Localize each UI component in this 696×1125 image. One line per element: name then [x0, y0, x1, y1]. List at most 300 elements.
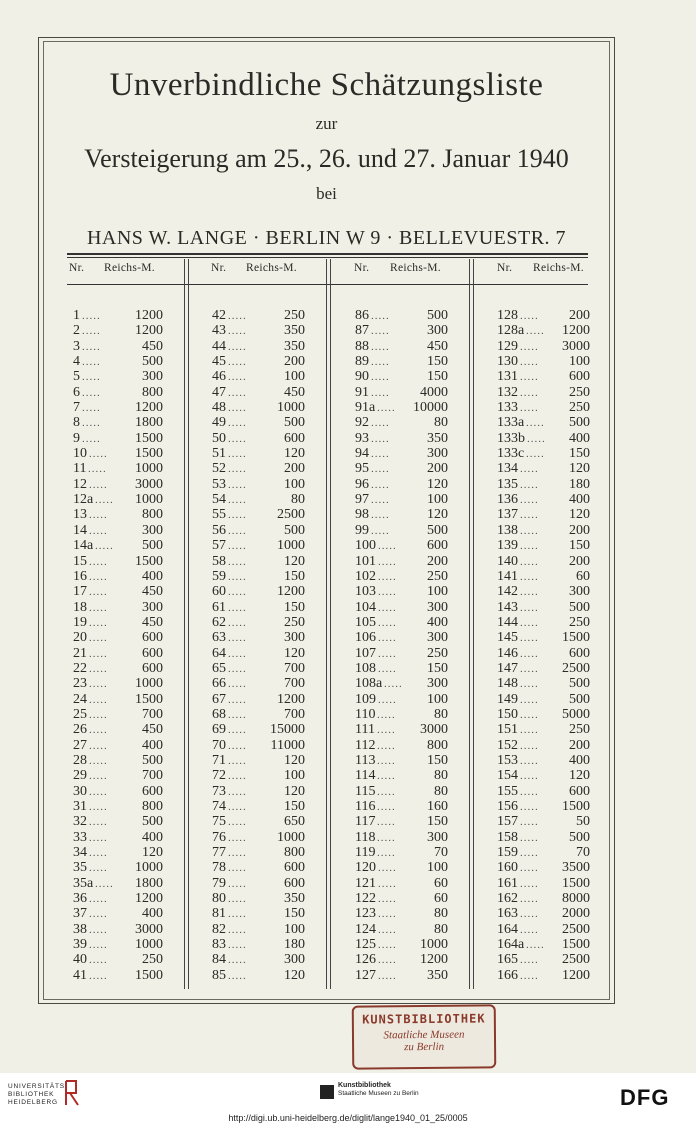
- leader-dots: .....: [520, 754, 539, 767]
- estimate-value: 4000: [420, 384, 448, 400]
- estimate-value: 600: [142, 660, 163, 676]
- estimate-value: 700: [284, 676, 305, 692]
- estimate-value: 700: [142, 706, 163, 722]
- table-row: [212, 461, 305, 476]
- estimate-value: 200: [427, 553, 448, 569]
- table-row: [497, 937, 590, 952]
- lot-number: 25: [73, 706, 87, 722]
- leader-dots: .....: [378, 601, 397, 614]
- table-row: [73, 323, 163, 338]
- lot-number: 49: [212, 415, 226, 431]
- table-row: [212, 415, 305, 430]
- lot-number: 125: [355, 937, 376, 953]
- estimate-value: 70: [434, 845, 448, 861]
- table-row: [355, 538, 448, 553]
- leader-dots: .....: [520, 310, 539, 322]
- lot-number: 3: [73, 338, 80, 354]
- estimate-value: 350: [427, 430, 448, 446]
- lot-number: 156: [497, 799, 518, 814]
- leader-dots: .....: [89, 816, 108, 829]
- lot-number: 27: [73, 737, 87, 753]
- leader-dots: .....: [520, 847, 539, 860]
- table-row: [497, 891, 590, 906]
- leader-dots: .....: [527, 432, 546, 445]
- lot-number: 154: [497, 768, 518, 784]
- leader-dots: .....: [89, 616, 108, 629]
- lot-number: 73: [212, 783, 226, 799]
- leader-dots: .....: [520, 862, 539, 875]
- lot-number: 99: [355, 522, 369, 538]
- estimate-value: 300: [142, 522, 163, 538]
- leader-dots: .....: [371, 432, 390, 445]
- lot-number: 22: [73, 660, 87, 676]
- header-nr: Nr.: [497, 262, 513, 274]
- estimate-value: 1200: [135, 323, 163, 339]
- leader-dots: .....: [228, 739, 247, 752]
- lot-number: 63: [212, 630, 226, 646]
- estimate-value: 3000: [420, 722, 448, 738]
- table-row: [73, 630, 163, 645]
- estimate-value: 500: [569, 676, 590, 692]
- table-row: [355, 369, 448, 384]
- lot-number: 108a: [355, 676, 383, 692]
- leader-dots: .....: [377, 754, 396, 767]
- estimate-value: 450: [427, 338, 448, 354]
- lot-number: 162: [497, 891, 518, 907]
- leader-dots: .....: [228, 708, 247, 721]
- table-row: [73, 600, 163, 615]
- leader-dots: .....: [228, 647, 247, 660]
- table-row: [73, 784, 163, 799]
- table-row: [355, 323, 448, 338]
- leader-dots: .....: [228, 340, 247, 353]
- leader-dots: .....: [526, 448, 545, 461]
- lot-number: 133c: [497, 446, 525, 462]
- estimate-value: 60: [576, 568, 590, 584]
- estimate-value: 80: [434, 768, 448, 784]
- lot-number: 12: [73, 476, 87, 492]
- leader-dots: .....: [520, 831, 539, 844]
- estimate-value: 200: [569, 553, 590, 569]
- leader-dots: .....: [82, 340, 101, 353]
- header-nr: Nr.: [354, 262, 370, 274]
- table-row: [212, 646, 305, 661]
- table-row: [497, 922, 590, 937]
- estimate-value: 1200: [135, 308, 163, 323]
- table-row: [212, 876, 305, 891]
- table-row: [73, 922, 163, 937]
- table-row: [212, 968, 305, 983]
- header-nr: Nr.: [211, 262, 227, 274]
- table-row: [73, 738, 163, 753]
- uni-line-1: UNIVERSITÄTS-: [8, 1083, 68, 1090]
- leader-dots: .....: [520, 693, 539, 706]
- title-block: [43, 60, 610, 251]
- estimate-value: 120: [427, 507, 448, 523]
- estimate-value: 100: [427, 860, 448, 876]
- lot-number: 97: [355, 492, 369, 508]
- table-row: [497, 814, 590, 829]
- leader-dots: .....: [228, 847, 247, 860]
- table-row: [73, 845, 163, 860]
- table-row: [212, 860, 305, 875]
- estimate-value: 250: [142, 952, 163, 968]
- estimate-value: 60: [434, 891, 448, 907]
- leader-dots: .....: [377, 724, 396, 737]
- leader-dots: .....: [520, 969, 539, 982]
- estimate-value: 600: [284, 430, 305, 446]
- estimate-value: 250: [284, 614, 305, 630]
- page-title: Unverbindliche Schätzungsliste: [109, 67, 544, 103]
- estimate-value: 400: [142, 906, 163, 922]
- table-row: [212, 339, 305, 354]
- table-row: [497, 323, 590, 338]
- leader-dots: .....: [89, 708, 108, 721]
- table-row: [212, 906, 305, 921]
- estimate-value: 2500: [562, 660, 590, 676]
- lot-number: 28: [73, 752, 87, 768]
- lot-number: 38: [73, 921, 87, 937]
- table-row: [355, 461, 448, 476]
- library-name: Kunstbibliothek: [338, 1082, 391, 1089]
- estimate-value: 400: [142, 737, 163, 753]
- leader-dots: .....: [228, 954, 247, 967]
- leader-dots: .....: [520, 877, 539, 890]
- leader-dots: .....: [95, 877, 114, 890]
- leader-dots: .....: [377, 739, 396, 752]
- table-row: [212, 768, 305, 783]
- lot-number: 7: [73, 400, 80, 416]
- lot-number: 71: [212, 752, 226, 768]
- estimate-value: 5000: [562, 706, 590, 722]
- estimate-value: 1000: [135, 937, 163, 953]
- estimate-value: 350: [284, 323, 305, 339]
- leader-dots: .....: [228, 448, 247, 461]
- leader-dots: .....: [377, 816, 396, 829]
- lot-number: 47: [212, 384, 226, 400]
- estimate-value: 1000: [277, 538, 305, 554]
- estimate-value: 600: [284, 860, 305, 876]
- table-row: [212, 492, 305, 507]
- lot-number: 15: [73, 553, 87, 569]
- leader-dots: .....: [520, 923, 539, 936]
- lot-number: 104: [355, 599, 376, 615]
- table-row: [73, 753, 163, 768]
- estimate-value: 400: [569, 492, 590, 508]
- estimate-value: 250: [427, 645, 448, 661]
- column-divider: [330, 259, 331, 989]
- lot-number: 60: [212, 584, 226, 600]
- leader-dots: .....: [520, 801, 539, 813]
- lot-number: 116: [355, 799, 376, 814]
- header-value: Reichs-M.: [390, 262, 441, 274]
- estimate-value: 600: [142, 783, 163, 799]
- table-row: [497, 584, 590, 599]
- estimate-value: 150: [427, 752, 448, 768]
- leader-dots: .....: [384, 678, 403, 691]
- auctioneer-address: HANS W. LANGE · BERLIN W 9 · BELLEVUESTR. 7: [86, 227, 567, 249]
- table-row: [497, 784, 590, 799]
- lot-number: 84: [212, 952, 226, 968]
- estimate-value: 700: [284, 706, 305, 722]
- table-row: [73, 415, 163, 430]
- leader-dots: .....: [377, 847, 396, 860]
- estimate-value: 400: [569, 430, 590, 446]
- header-nr: Nr.: [69, 262, 85, 274]
- estimate-value: 350: [427, 967, 448, 983]
- table-row: [497, 646, 590, 661]
- estimate-value: 1500: [562, 630, 590, 646]
- leader-dots: .....: [89, 647, 108, 660]
- table-row: [497, 630, 590, 645]
- lot-number: 96: [355, 476, 369, 492]
- leader-dots: .....: [228, 785, 247, 798]
- lot-number: 106: [355, 630, 376, 646]
- leader-dots: .....: [228, 616, 247, 629]
- estimate-value: 150: [427, 814, 448, 830]
- estimate-value: 100: [569, 354, 590, 370]
- estimate-value: 800: [142, 384, 163, 400]
- lot-number: 110: [355, 706, 376, 722]
- table-row: [73, 615, 163, 630]
- dfg-logo: DFG: [620, 1085, 670, 1110]
- leader-dots: .....: [377, 831, 396, 844]
- lot-number: 152: [497, 737, 518, 753]
- estimate-value: 200: [569, 737, 590, 753]
- leader-dots: .....: [377, 785, 396, 798]
- table-row: [355, 830, 448, 845]
- estimate-value: 150: [569, 446, 590, 462]
- lot-number: 123: [355, 906, 376, 922]
- table-row: [497, 308, 590, 323]
- lot-number: 77: [212, 845, 226, 861]
- leader-dots: .....: [82, 356, 101, 369]
- lot-number: 43: [212, 323, 226, 339]
- header-value: Reichs-M.: [246, 262, 297, 274]
- estimate-value: 500: [427, 308, 448, 323]
- lot-number: 66: [212, 676, 226, 692]
- table-row: [355, 308, 448, 323]
- leader-dots: .....: [89, 693, 108, 706]
- lot-number: 98: [355, 507, 369, 523]
- estimate-value: 1500: [135, 691, 163, 707]
- lot-number: 35: [73, 860, 87, 876]
- estimate-value: 80: [434, 921, 448, 937]
- leader-dots: .....: [89, 893, 108, 906]
- estimate-value: 11000: [270, 737, 305, 753]
- estimate-value: 150: [427, 354, 448, 370]
- leader-dots: .....: [95, 540, 114, 553]
- header-rule-top-thin: [67, 257, 588, 258]
- estimate-value: 1000: [135, 676, 163, 692]
- table-row: [497, 538, 590, 553]
- lot-number: 93: [355, 430, 369, 446]
- lot-number: 157: [497, 814, 518, 830]
- table-row: [497, 477, 590, 492]
- leader-dots: .....: [371, 386, 390, 399]
- leader-dots: .....: [371, 325, 390, 338]
- stamp-line-3: zu Berlin: [404, 1040, 445, 1054]
- leader-dots: .....: [378, 632, 397, 645]
- table-row: [355, 554, 448, 569]
- lot-number: 164: [497, 921, 518, 937]
- leader-dots: .....: [520, 908, 539, 921]
- auction-dates: Versteigerung am 25., 26. und 27. Januar 1940: [84, 144, 569, 173]
- leader-dots: .....: [520, 356, 539, 369]
- leader-dots: .....: [89, 524, 108, 537]
- lot-number: 155: [497, 783, 518, 799]
- lot-number: 92: [355, 415, 369, 431]
- leader-dots: .....: [378, 647, 397, 660]
- leader-dots: .....: [520, 540, 539, 553]
- table-row: [212, 600, 305, 615]
- table-row: [497, 753, 590, 768]
- leader-dots: .....: [228, 678, 247, 691]
- lot-number: 54: [212, 492, 226, 508]
- table-row: [355, 722, 448, 737]
- estimate-value: 3000: [562, 338, 590, 354]
- table-row: [73, 507, 163, 522]
- lot-number: 118: [355, 829, 376, 845]
- table-row: [73, 876, 163, 891]
- table-row: [73, 906, 163, 921]
- header-value: Reichs-M.: [533, 262, 584, 274]
- leader-dots: .....: [228, 816, 247, 829]
- digitization-footer: [0, 1073, 696, 1125]
- estimate-value: 120: [284, 752, 305, 768]
- leader-dots: .....: [228, 371, 247, 384]
- leader-dots: .....: [89, 632, 108, 645]
- table-row: [355, 845, 448, 860]
- leader-dots: .....: [89, 754, 108, 767]
- leader-dots: .....: [89, 448, 108, 461]
- lot-number: 143: [497, 599, 518, 615]
- table-row: [355, 431, 448, 446]
- leader-dots: .....: [371, 478, 390, 491]
- column-divider: [473, 259, 474, 989]
- table-row: [73, 722, 163, 737]
- table-row: [497, 446, 590, 461]
- estimate-value: 120: [569, 507, 590, 523]
- table-row: [212, 814, 305, 829]
- estimate-value: 350: [284, 338, 305, 354]
- table-row: [497, 906, 590, 921]
- table-row: [355, 768, 448, 783]
- leader-dots: .....: [520, 478, 539, 491]
- lot-number: 24: [73, 691, 87, 707]
- estimate-value: 1800: [135, 875, 163, 891]
- estimate-value: 1500: [135, 967, 163, 983]
- leader-dots: .....: [520, 386, 539, 399]
- table-row: [73, 308, 163, 323]
- stamp-line-2: Staatliche Museen: [383, 1028, 465, 1042]
- table-row: [355, 630, 448, 645]
- leader-dots: .....: [228, 601, 247, 614]
- leader-dots: .....: [95, 494, 114, 507]
- lot-number: 31: [73, 799, 87, 814]
- estimate-value: 2500: [562, 921, 590, 937]
- lot-number: 34: [73, 845, 87, 861]
- estimate-value: 3500: [562, 860, 590, 876]
- lot-number: 52: [212, 461, 226, 477]
- estimate-value: 150: [284, 906, 305, 922]
- estimate-value: 100: [284, 921, 305, 937]
- leader-dots: .....: [520, 340, 539, 353]
- leader-dots: .....: [520, 816, 539, 829]
- lot-number: 79: [212, 875, 226, 891]
- table-row: [497, 707, 590, 722]
- lot-number: 138: [497, 522, 518, 538]
- leader-dots: .....: [377, 402, 396, 415]
- table-row: [73, 385, 163, 400]
- table-row: [73, 952, 163, 967]
- estimate-value: 600: [569, 645, 590, 661]
- lot-number: 147: [497, 660, 518, 676]
- table-row: [355, 646, 448, 661]
- leader-dots: .....: [228, 402, 247, 415]
- leader-dots: .....: [378, 877, 397, 890]
- leader-dots: .....: [228, 923, 247, 936]
- estimate-value: 80: [434, 783, 448, 799]
- leader-dots: .....: [371, 448, 390, 461]
- table-row: [212, 431, 305, 446]
- estimate-value: 80: [434, 415, 448, 431]
- university-library-logo: [8, 1083, 68, 1107]
- leader-dots: .....: [228, 632, 247, 645]
- lot-number: 81: [212, 906, 226, 922]
- leader-dots: .....: [88, 463, 107, 476]
- leader-dots: .....: [520, 708, 539, 721]
- column-divider: [469, 259, 470, 989]
- leader-dots: .....: [89, 586, 108, 599]
- estimate-value: 200: [569, 308, 590, 323]
- estimate-value: 150: [427, 369, 448, 385]
- lot-number: 44: [212, 338, 226, 354]
- table-row: [73, 830, 163, 845]
- lot-number: 165: [497, 952, 518, 968]
- estimate-value: 60: [434, 875, 448, 891]
- lot-number: 164a: [497, 937, 525, 953]
- lot-number: 120: [355, 860, 376, 876]
- leader-dots: .....: [371, 340, 390, 353]
- table-row: [73, 523, 163, 538]
- estimate-value: 1200: [562, 967, 590, 983]
- table-row: [73, 814, 163, 829]
- source-url[interactable]: http://digi.ub.uni-heidelberg.de/diglit/lange1940_01_25/0005: [228, 1113, 468, 1123]
- leader-dots: .....: [377, 801, 396, 813]
- table-row: [355, 615, 448, 630]
- stamp-line-1: KUNSTBIBLIOTHEK: [362, 1011, 486, 1027]
- lot-number: 108: [355, 660, 376, 676]
- estimate-value: 1200: [135, 400, 163, 416]
- table-row: [497, 661, 590, 676]
- lot-number: 95: [355, 461, 369, 477]
- leader-dots: .....: [228, 356, 247, 369]
- lot-number: 90: [355, 369, 369, 385]
- table-row: [355, 584, 448, 599]
- leader-dots: .....: [82, 402, 101, 415]
- table-row: [73, 492, 163, 507]
- leader-dots: .....: [520, 724, 539, 737]
- lot-number: 67: [212, 691, 226, 707]
- estimate-value: 200: [284, 354, 305, 370]
- leader-dots: .....: [520, 509, 539, 522]
- table-row: [355, 523, 448, 538]
- estimate-value: 350: [284, 891, 305, 907]
- lot-number: 59: [212, 568, 226, 584]
- table-row: [497, 339, 590, 354]
- uni-line-3: HEIDELBERG: [8, 1099, 58, 1106]
